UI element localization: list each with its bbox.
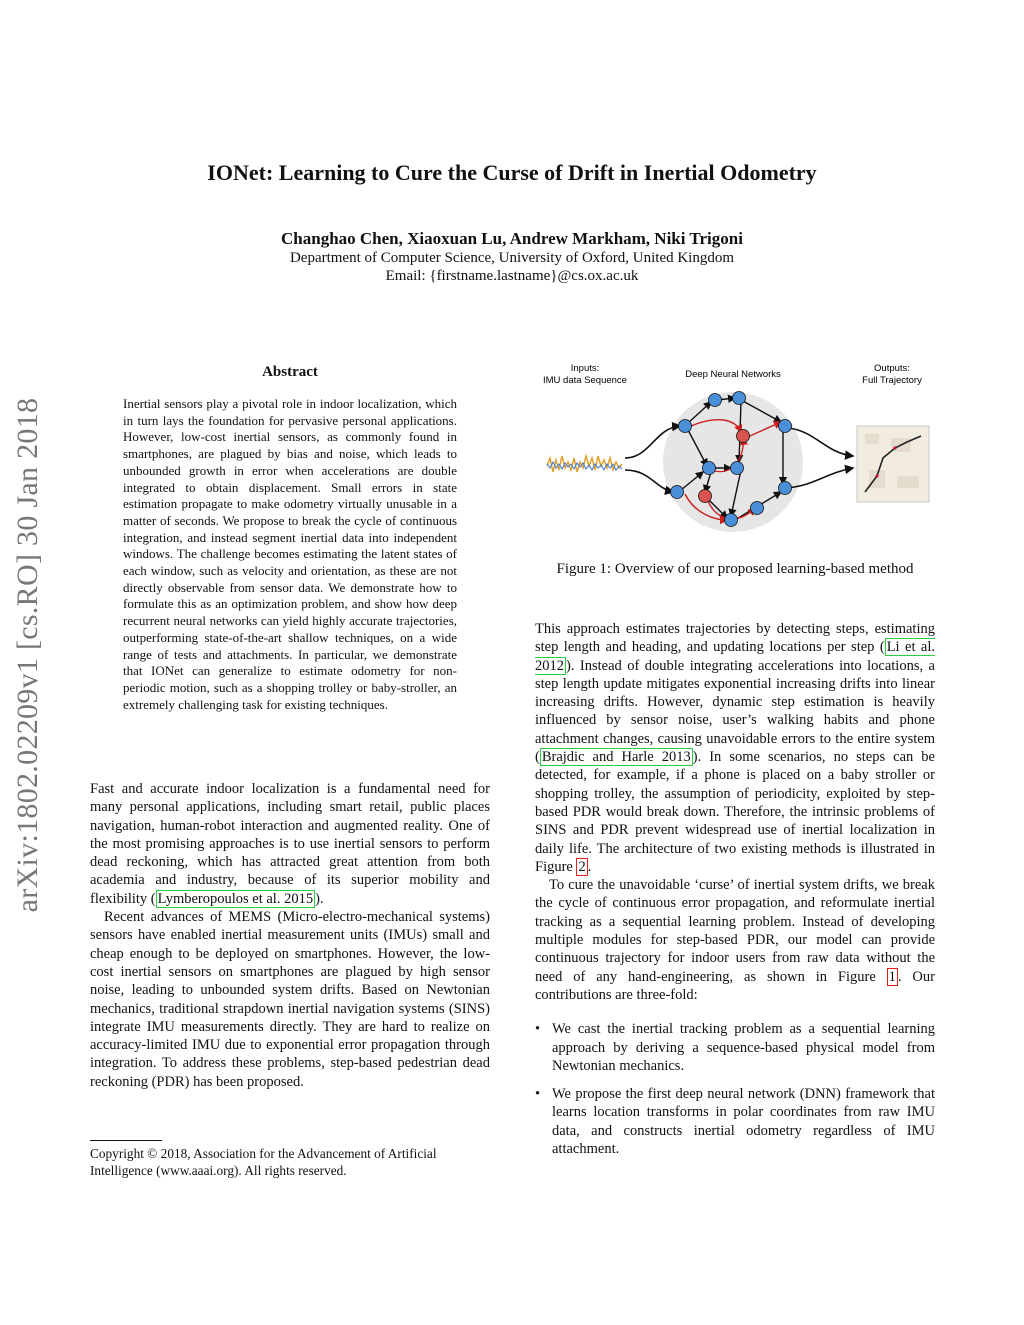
copyright-footnote: Copyright © 2018, Association for the Advancement of Artificial Intelligence (www.aaai.org). All rights reserved. (90, 1146, 437, 1178)
intro-p1-text: Fast and accurate indoor localization is a fundamental need for many personal applications, including smart retail, public places navigation, human-robot interaction and augmented reality. One of the most promising approaches is to use inertial sensors to perform dead reckoning, which has attracted great attention from both academia and industry, because of its superior mobility and flexibility ( (90, 781, 490, 907)
node-blue-3 (733, 392, 746, 405)
outputs-sublabel: Full Trajectory (862, 375, 922, 386)
figure-1-ref[interactable]: 1 (888, 968, 896, 985)
contribution-item: • We propose the first deep neural network (DNN) framework that learns location transforms in polar coordinates from raw IMU data, and constructs inertial odometry regardless of IMU attachment. (535, 1085, 935, 1158)
dnn-circle (663, 392, 803, 532)
contribution-item: • We cast the inertial tracking problem as a sequential learning approach by deriving a sequence-based physical model from Newtonian mechanics. (535, 1020, 935, 1075)
authors: Changhao Chen, Xiaoxuan Lu, Andrew Markham, Niki Trigoni (281, 229, 743, 248)
node-blue-9 (751, 502, 764, 515)
right-p2-b: . Our contributions are three-fold: (535, 968, 935, 1003)
right-p2-a: To cure the unavoidable ‘curse’ of inertial system drifts, we break the cycle of continuous error propagation, and reformulate inertial tracking as a sequential learning problem. Instead of developing multiple modules for step-based PDR, our model can provide continuous trajectory for indoor users from raw data without the need of any hand-engineering, as shown in Figure (535, 877, 935, 985)
right-p1-a: This approach estimates trajectories by detecting steps, estimating step length and heading, and updating locations per step ( (535, 621, 935, 656)
node-blue-10 (779, 482, 792, 495)
abstract-body: Inertial sensors play a pivotal role in indoor localization, which in turn lays the foundation for pervasive personal applications. However, low-cost inertial sensors, as commonly found in smartphones, are plagued by bias and noise, which leads to unbounded growth in error when accelerations are double integrated to obtain displacement. Small errors in state estimation propagate to make odometry virtually unusable in a matter of seconds. We propose to break the cycle of continuous integration, and instead segment inertial data into independent windows. The challenge becomes estimating the latent states of each window, such as velocity and orientation, as these are not directly observable from sensor data. We demonstrate how to formulate this as an optimization problem, and show how deep recurrent neural networks can yield highly accurate trajectories, outperforming state-of-the-art shallow techniques, on a wide range of tests and attachments. In particular, we demonstrate that IONet can generalize to estimate odometry for non-periodic motion, such as a shopping trolley or baby-stroller, an extremely challenging task for existing techniques. (123, 396, 457, 712)
arxiv-id: arXiv:1802.02209v1 [cs.RO] 30 Jan 2018 (11, 397, 44, 913)
affiliation: Department of Computer Science, University of Oxford, United Kingdom (289, 250, 735, 266)
email: Email: {firstname.lastname}@cs.ox.ac.uk (385, 268, 639, 284)
inputs-label: Inputs: (570, 363, 600, 374)
node-blue-8 (725, 514, 738, 527)
node-blue-4 (779, 420, 792, 433)
trajectory-map-icon (857, 426, 929, 502)
footnote-rule (90, 1140, 162, 1141)
intro-paragraph-2: Recent advances of MEMS (Micro-electro-mechanical systems) sensors have enabled inertial measurement units (IMUs) small and cheap enough to be deployed on smartphones. However, the low-cost inertial sensors on smartphones are plagued by high sensor noise, leading to unbounded system drifts. Based on Newtonian mechanics, traditional strapdown inertial navigation systems (SINS) integrate IMU measurements directly. They are hard to realize on accuracy-limited IMU due to exponential error propagation through integration. To address these problems, step-based pedestrian dead reckoning (PDR) has been proposed. (90, 909, 490, 1090)
node-red-2 (699, 490, 712, 503)
dnn-label: Deep Neural Networks (685, 369, 781, 380)
arxiv-watermark (8, 360, 48, 950)
intro-paragraph-1 (90, 780, 490, 908)
citation-brajdic[interactable]: Brajdic and Harle 2013 (541, 749, 691, 766)
paper-title: IONet: Learning to Cure the Curse of Drift in Inertial Odometry (207, 160, 817, 185)
citation-lymberopoulos[interactable]: Lymberopoulos et al. 2015 (157, 890, 314, 907)
imu-signal-icon (547, 454, 625, 476)
node-blue-2 (709, 394, 722, 407)
inputs-sublabel: IMU data Sequence (543, 375, 627, 386)
figure-1 (535, 358, 935, 548)
node-blue-6 (731, 462, 744, 475)
right-paragraph-2 (535, 876, 935, 1004)
node-blue-7 (671, 486, 684, 499)
abstract-heading: Abstract (262, 364, 318, 380)
right-paragraph-1 (535, 620, 935, 876)
right-p1-b: ). Instead of double integrating accelerations into locations, a step length update mitigates exponential increasing drifts into linear increasing drifts. However, dynamic step estimation is heavily influenced by sensor noise, user’s walking habits and phone attachment changes, causing unavoidable errors to the entire system ( (535, 657, 935, 766)
contributions-list (535, 1020, 935, 1158)
node-red-1 (737, 430, 750, 443)
intro-p1-end: ). (315, 890, 324, 907)
node-blue-1 (679, 420, 692, 433)
outputs-label: Outputs: (874, 363, 910, 374)
left-column (90, 780, 490, 1091)
right-p1-d: . (587, 858, 592, 875)
right-column (535, 620, 935, 1168)
citation-li[interactable]: Li et al. 2012 (535, 639, 935, 674)
figure-caption: Figure 1: Overview of our proposed learning-based method (556, 561, 914, 577)
figure-2-ref[interactable]: 2 (578, 858, 586, 875)
node-blue-5 (703, 462, 716, 475)
right-p1-c: ). In some scenarios, no steps can be detected, for example, if a phone is placed on a baby stroller or shopping trolley, the assumption of periodicity, exploited by step-based PDR would break down. Therefore, the intrinsic problems of SINS and PDR prevent widespread use of inertial localization in daily life. The architecture of two existing methods is illustrated in Figure (535, 749, 935, 875)
